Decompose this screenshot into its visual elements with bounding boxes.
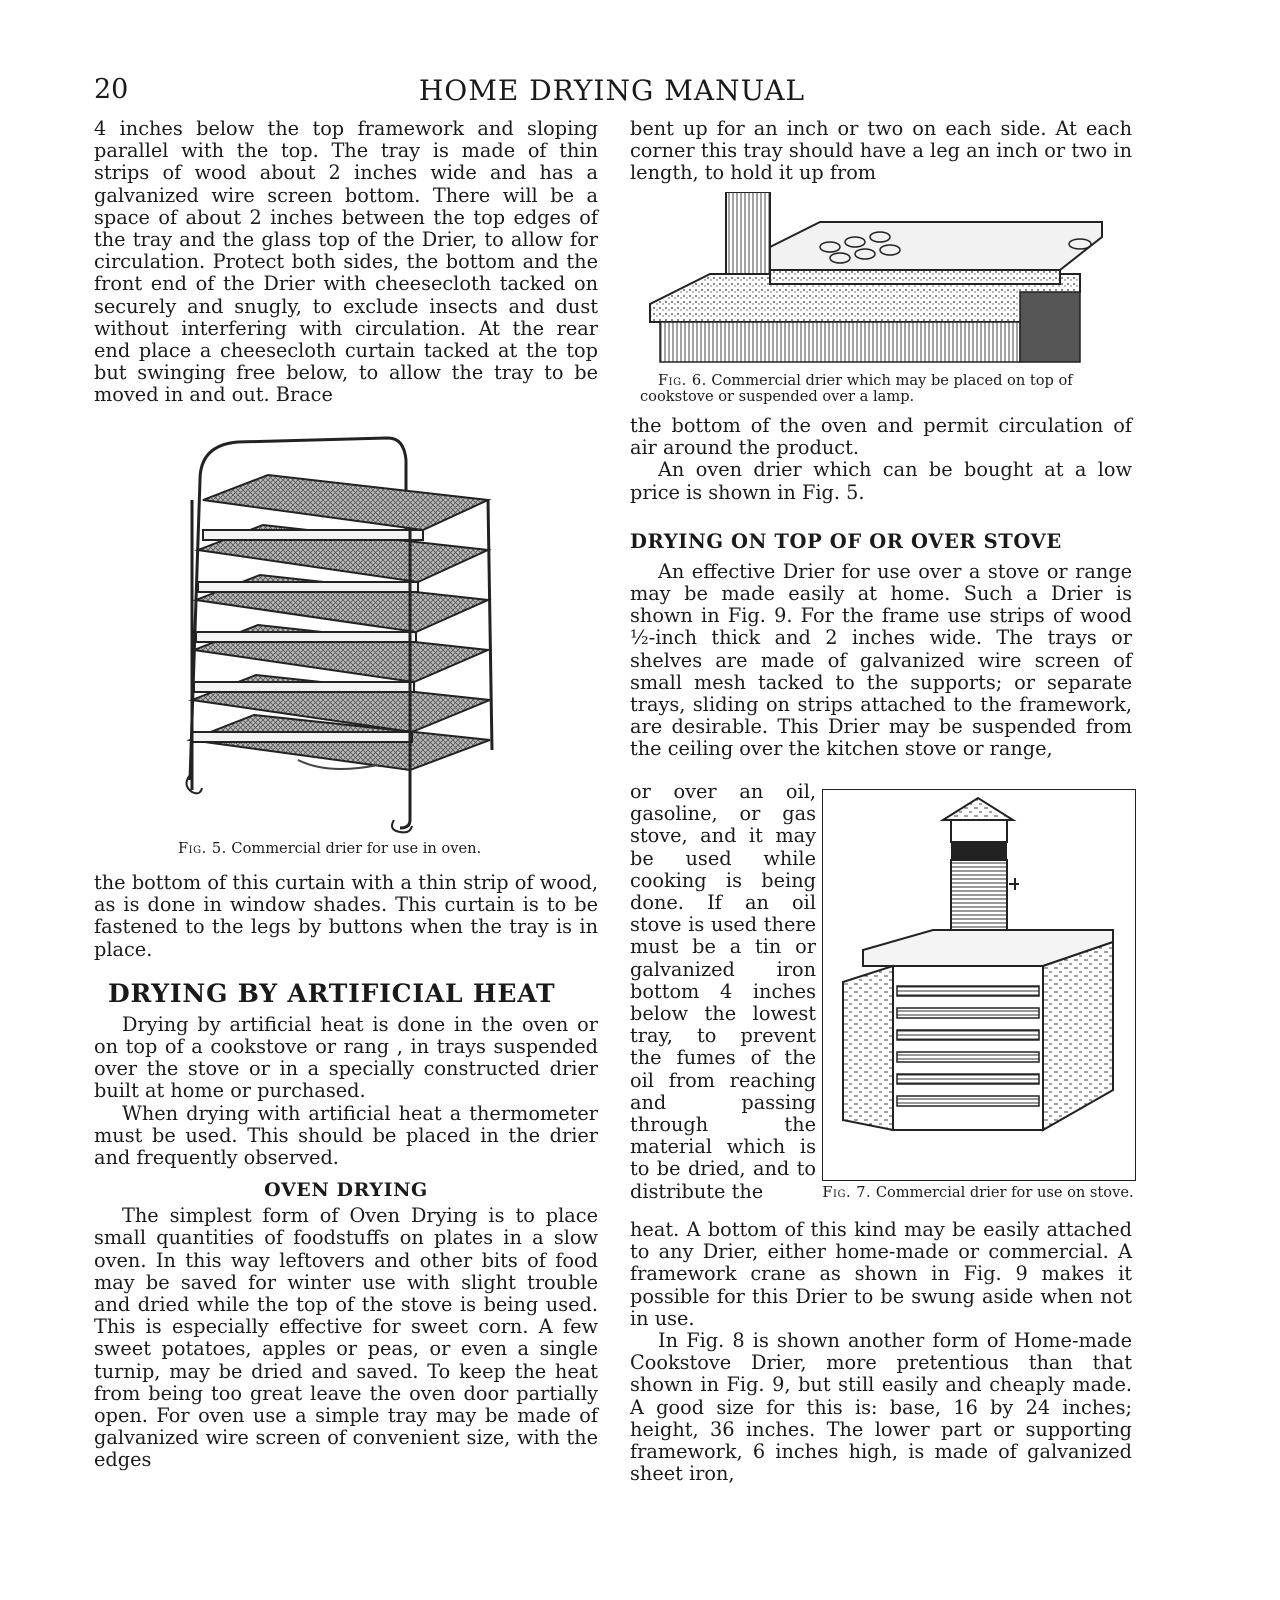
left-paragraph-4: When drying with artificial heat a thermometer must be used. This should be placed in the drier and frequently observed. — [94, 1101, 598, 1170]
running-title: HOME DRYING MANUAL — [418, 74, 806, 107]
stove-top-drier-illustration — [640, 192, 1130, 367]
figure-7 — [822, 789, 1136, 1181]
right-figure-7-region — [630, 781, 1132, 1221]
figure-7-label: Fig. 7. — [822, 1184, 872, 1201]
figure-5 — [178, 430, 518, 857]
figure-5-caption — [178, 841, 518, 857]
right-column — [630, 118, 1132, 185]
right-paragraph-1: bent up for an inch or two on each side. At each corner this tray should have a leg an inch or two in length, to hold it up from — [630, 117, 1132, 185]
right-paragraph-5: In Fig. 8 is shown another form of Home-made Cookstove Drier, more pretentious than that shown in Fig. 9, but still easily and cheaply made. A good size for this is: base, 16 by 24 inches; height, 36 inches. The lower part or supporting framework, 6 inches high, is made of galvanized sheet iron, — [630, 1329, 1132, 1486]
right-paragraph-4-side: or over an oil, gasoline, or gas stove, and it may be used while cooking is being done. If an oil stove is used there must be a tin or galvanized iron bottom 4 inches below the lowest tray, to prevent the fumes of the oil from reaching and passing through the material which is to be dried, and to distribute the — [630, 780, 816, 1203]
page-number: 20 — [94, 74, 129, 105]
heading-oven-drying: OVEN DRYING — [264, 1179, 428, 1202]
figure-6-caption — [640, 373, 1130, 405]
figure-6-label: Fig. 6. — [658, 372, 707, 389]
figure-5-caption-text: Commercial drier for use in oven. — [231, 840, 482, 857]
oven-drier-illustration — [178, 430, 518, 835]
running-header — [94, 74, 1130, 114]
right-column-middle — [630, 415, 1132, 761]
figure-6-caption-text: Commercial drier which may be placed on top of cookstove or suspended over a lamp. — [640, 372, 1073, 405]
right-column-lower — [630, 1219, 1132, 1485]
right-paragraph-2: the bottom of the oven and permit circulation of air around the product. — [630, 414, 1132, 460]
left-column — [94, 118, 598, 407]
right-paragraph-4: An effective Drier for use over a stove or range may be made easily at home. Such a Drier is shown in Fig. 9. For the frame use strips of wood ½-inch thick and 2 inches wide. The trays or shelves are made of galvanized wire screen of small mesh tacked to the supports; or separate trays, sliding on strips attached to the framework, are desirable. This Drier may be suspended from the ceiling over the kitchen stove or range, — [630, 559, 1132, 761]
left-paragraph-1: 4 inches below the top framework and sloping parallel with the top. The tray is made of thin strips of wood about 2 inches wide and has a galvanized wire screen bottom. There will be a space of about 2 inches between the top edges of the tray and the glass top of the Drier, to allow for circulation. Protect both sides, the bottom and the front end of the Drier with cheesecloth tacked on securely and snugly, to exclude insects and dust without interfering with circulation. At the rear end place a cheesecloth curtain tacked at the top but swinging free below, to allow the tray to be moved in and out. Brace — [94, 117, 598, 407]
stove-drier-illustration — [823, 790, 1133, 1176]
figure-6 — [640, 192, 1130, 405]
figure-5-label: Fig. 5. — [178, 840, 227, 857]
right-paragraph-3: An oven drier which can be bought at a low price is shown in Fig. 5. — [630, 458, 1132, 504]
left-paragraph-5: The simplest form of Oven Drying is to place small quantities of foodstuffs on plates in a slow oven. In this way leftovers and other bits of food may be saved for winter use with slight trouble and dried while the top of the stove is being used. This is especially effective for sweet corn. A few sweet potatoes, apples or peas, or even a single turnip, may be dried and saved. To keep the heat from being too great leave the oven door partially open. For oven use a simple tray may be made of galvanized wire screen of convenient size, with the edges — [94, 1204, 598, 1472]
left-column-lower — [94, 872, 598, 1472]
left-paragraph-2: the bottom of this curtain with a thin strip of wood, as is done in window shades. This curtain is to be fastened to the legs by buttons when the tray is in place. — [94, 871, 598, 961]
heading-stove-drying: DRYING ON TOP OF OR OVER STOVE — [630, 529, 1062, 553]
right-paragraph-4-end: heat. A bottom of this kind may be easily attached to any Drier, either home-made or commercial. A framework crane as shown in Fig. 9 makes it possible for this Drier to be swung aside when not in use. — [630, 1218, 1132, 1330]
figure-7-caption — [822, 1185, 1134, 1201]
heading-artificial-heat: DRYING BY ARTIFICIAL HEAT — [108, 978, 556, 1008]
figure-7-caption-text: Commercial drier for use on stove. — [875, 1184, 1134, 1201]
left-paragraph-3: Drying by artificial heat is done in the oven or on top of a cookstove or rang , in trays suspended over the stove or in a specially constructed drier built at home or purchased. — [94, 1012, 598, 1103]
